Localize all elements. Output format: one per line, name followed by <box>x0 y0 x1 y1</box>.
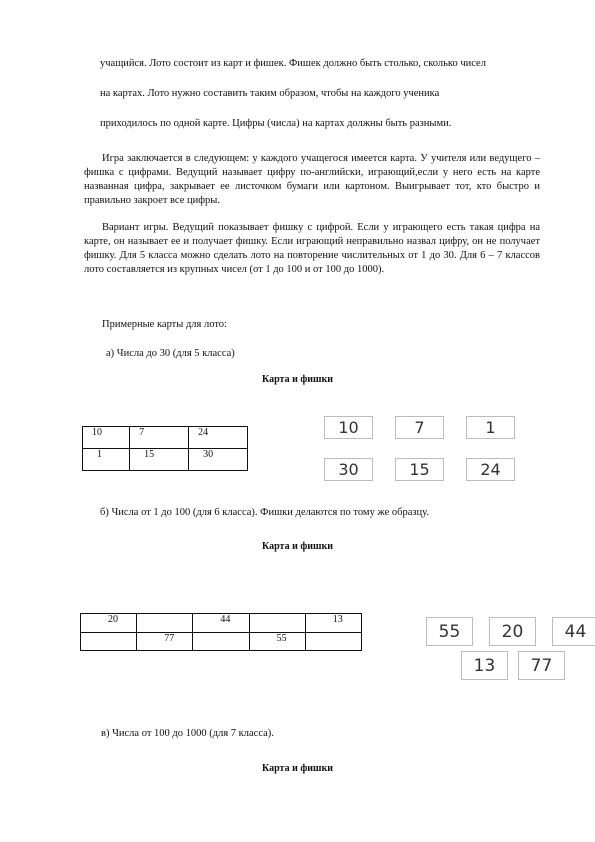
section-a-title: Карта и фишки <box>262 374 333 385</box>
section-b-label: б) Числа от 1 до 100 (для 6 класса). Фишки делаются по тому же образцу. <box>100 507 429 518</box>
card-cell <box>193 633 249 651</box>
table-row <box>81 614 362 633</box>
paragraph-game <box>84 152 540 208</box>
lotto-chip: 13 <box>461 651 508 680</box>
card-cell: 55 <box>249 633 305 651</box>
intro-line-2: на картах. Лото нужно составить таким образом, чтобы на каждого ученика <box>100 88 440 99</box>
paragraph-variant-text: Вариант игры. Ведущий показывает фишку с цифрой. Если у играющего есть такая цифра на карте, он называет ее и получает фишку. Если играющий неправильно назвал цифру, он не получает фишку. Для 5 класса можно сделать лото на повторение числительных от 1 до 30. Для 6 – 7 классов лото составляется из крупных чисел (от 1 до 100 и от 100 до 1000). <box>84 222 540 275</box>
paragraph-game-text: Игра заключается в следующем: у каждого учащегося имеется карта. У учителя или ведущего – фишка с цифрами. Ведущий называет цифру по-английски, играющий,если у него есть на карте названная цифра, закрывает ее листочком бумаги или картоном. Выигрывает тот, кто быстро и правильно закроет все цифры. <box>84 153 540 206</box>
section-c-title: Карта и фишки <box>262 763 333 774</box>
card-cell: 30 <box>189 449 248 471</box>
lotto-chip: 24 <box>466 458 515 481</box>
card-cell: 10 <box>83 427 130 449</box>
card-cell: 20 <box>81 614 137 633</box>
intro-line-3: приходилось по одной карте. Цифры (числа) на картах должны быть разными. <box>100 118 452 129</box>
table-row <box>81 633 362 651</box>
lotto-chip: 44 <box>552 617 595 646</box>
card-cell <box>81 633 137 651</box>
section-b-title: Карта и фишки <box>262 541 333 552</box>
lotto-chip: 77 <box>518 651 565 680</box>
paragraph-variant <box>84 221 540 277</box>
card-cell: 15 <box>130 449 189 471</box>
lotto-chip: 1 <box>466 416 515 439</box>
lotto-chip: 30 <box>324 458 373 481</box>
lotto-chip: 55 <box>426 617 473 646</box>
card-cell: 77 <box>137 633 193 651</box>
card-cell <box>305 633 361 651</box>
lotto-card-a <box>82 426 248 471</box>
lotto-chip: 15 <box>395 458 444 481</box>
card-cell <box>249 614 305 633</box>
lotto-card-b <box>80 613 362 651</box>
section-c-label: в) Числа от 100 до 1000 (для 7 класса). <box>101 728 274 739</box>
intro-line-1: учащийся. Лото состоит из карт и фишек. Фишек должно быть столько, сколько чисел <box>100 58 486 69</box>
card-cell: 24 <box>189 427 248 449</box>
card-cell: 44 <box>193 614 249 633</box>
card-cell: 1 <box>83 449 130 471</box>
sample-cards-label: Примерные карты для лото: <box>102 319 227 330</box>
lotto-chip: 7 <box>395 416 444 439</box>
table-row <box>83 449 248 471</box>
card-cell: 7 <box>130 427 189 449</box>
lotto-chip: 20 <box>489 617 536 646</box>
card-cell: 13 <box>305 614 361 633</box>
table-row <box>83 427 248 449</box>
section-a-label: а) Числа до 30 (для 5 класса) <box>106 348 235 359</box>
lotto-chip: 10 <box>324 416 373 439</box>
card-cell <box>137 614 193 633</box>
